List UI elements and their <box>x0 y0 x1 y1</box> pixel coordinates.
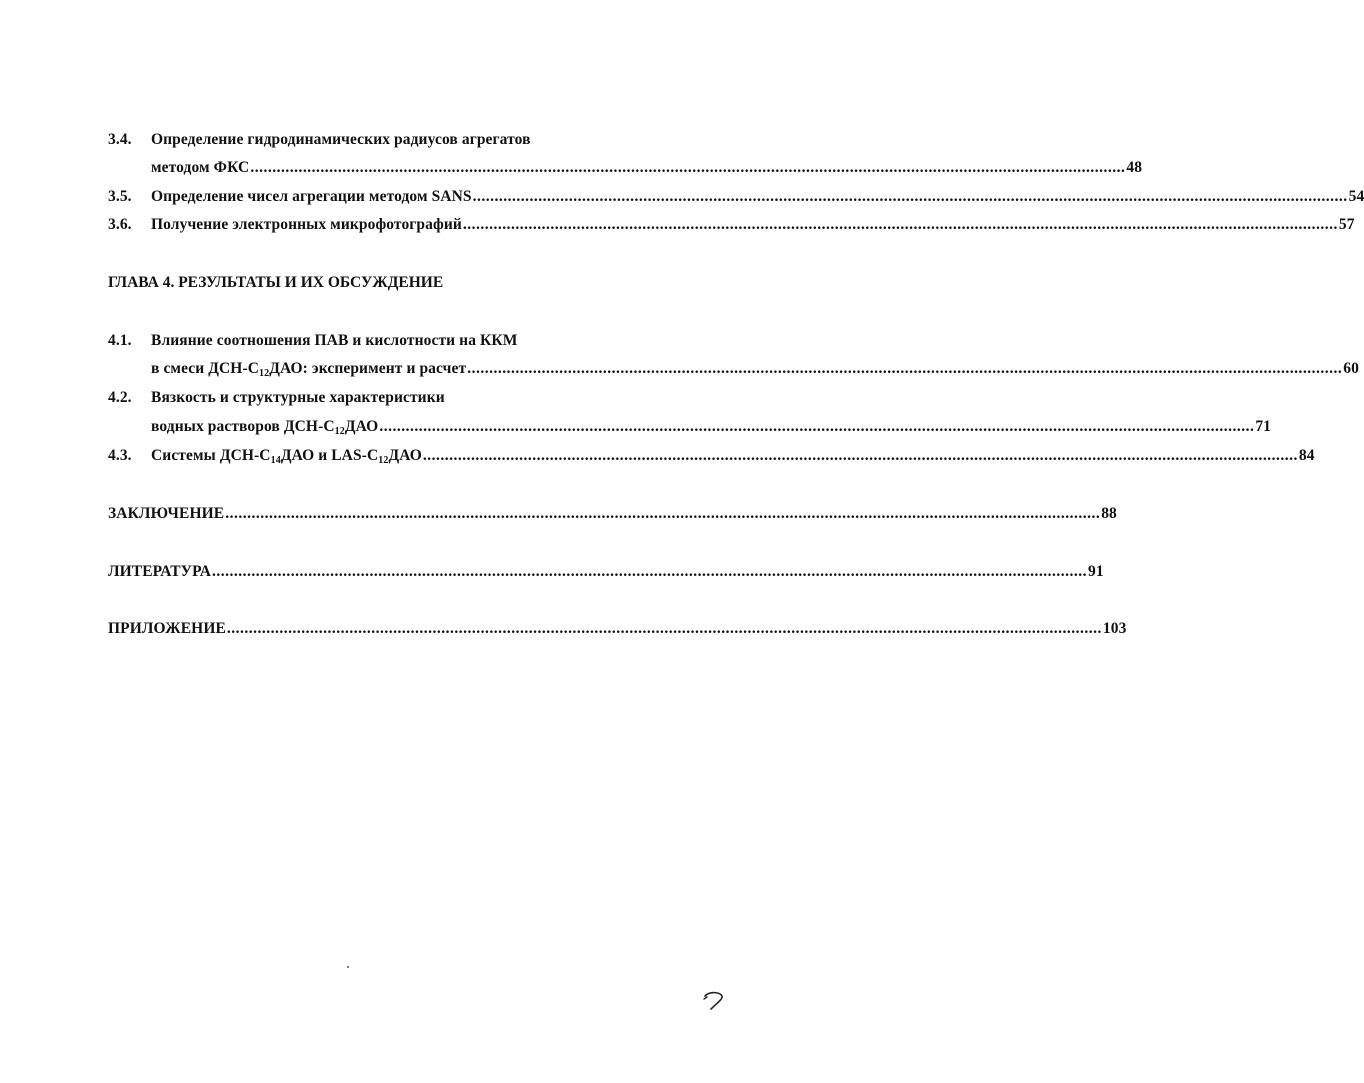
toc-entry-title: ЗАКЛЮЧЕНИЕ <box>108 505 225 522</box>
toc-leader-dots: ........................................................................................................................................................................................................ <box>225 505 1101 522</box>
title-part: ДАО <box>388 447 422 464</box>
title-part: водных растворов ДСН-С <box>151 418 335 435</box>
handwritten-page-mark-icon <box>702 990 726 1012</box>
toc-page-number: 91 <box>1088 563 1104 580</box>
toc-leader-dots: ........................................................................................................................................................................................................ <box>472 188 1348 205</box>
toc-entry-title: Определение чисел агрегации методом SANS <box>151 188 472 205</box>
toc-page-number: 88 <box>1101 505 1117 522</box>
title-part: ДАО <box>344 418 379 435</box>
toc-entry-4-2-line1 <box>108 387 690 409</box>
toc-leader-dots: ........................................................................................................................................................................................................ <box>467 360 1343 377</box>
toc-entry-number: 4.3. <box>108 447 132 464</box>
toc-entry-title: Определение гидродинамических радиусов агрегатов <box>151 131 531 148</box>
toc-entry-conclusion <box>108 503 1117 525</box>
toc-entry-title <box>151 416 378 438</box>
toc-leader-dots: ........................................................................................................................................................................................................ <box>226 620 1102 637</box>
toc-entry-number: 4.1. <box>108 332 132 349</box>
toc-entry-number: 3.4. <box>108 131 132 148</box>
toc-entry-3-6 <box>108 214 1355 236</box>
toc-leader-dots: ........................................................................................................................................................................................................ <box>212 563 1087 580</box>
title-part: ДАО: эксперимент и расчет <box>269 360 467 377</box>
toc-page-number: 54 <box>1348 188 1364 205</box>
toc-entry-3-4-line2 <box>108 157 1143 179</box>
toc-entry-title <box>151 445 422 467</box>
toc-entry-title: Получение электронных микрофотографий <box>151 216 462 233</box>
title-part: Системы ДСН-С <box>151 447 271 464</box>
toc-entry-title: ЛИТЕРАТУРА <box>108 563 211 580</box>
toc-entry-4-1-line2 <box>108 358 1359 380</box>
toc-entry-literature <box>108 561 1104 583</box>
toc-entry-number: 4.2. <box>108 389 132 406</box>
title-part: в смеси ДСН-С <box>151 360 260 377</box>
toc-entry-number: 3.5. <box>108 188 132 205</box>
toc-page-number: 60 <box>1343 360 1359 377</box>
toc-leader-dots: ........................................................................................................................................................................................................ <box>462 216 1338 233</box>
subscript: 12 <box>334 426 345 437</box>
subscript: 12 <box>378 455 389 466</box>
toc-entry-4-1-line1 <box>108 330 690 352</box>
toc-entry-appendix <box>108 618 1127 640</box>
toc-entry-3-5 <box>108 186 1364 208</box>
toc-leader-dots: ........................................................................................................................................................................................................ <box>379 418 1255 435</box>
toc-entry-number: 3.6. <box>108 216 132 233</box>
toc-page-number: 103 <box>1102 620 1127 637</box>
subscript: 14 <box>270 455 281 466</box>
toc-entry-4-2-line2 <box>108 416 1272 438</box>
toc-page-number: 84 <box>1298 447 1315 464</box>
chapter-heading: ГЛАВА 4. РЕЗУЛЬТАТЫ И ИХ ОБСУЖДЕНИЕ <box>108 274 444 291</box>
toc-entry-title: Влияние соотношения ПАВ и кислотности на ККМ <box>151 332 518 349</box>
toc-entry-title: ПРИЛОЖЕНИЕ <box>108 620 226 637</box>
scan-speck <box>347 966 349 968</box>
toc-page-number: 71 <box>1255 418 1272 435</box>
title-part: ДАО и LAS-C <box>280 447 379 464</box>
toc-entry-title: Вязкость и структурные характеристики <box>151 389 445 406</box>
toc-entry-title <box>151 358 466 380</box>
toc-leader-dots: ........................................................................................................................................................................................................ <box>422 447 1298 464</box>
toc-entry-4-3 <box>108 445 1315 467</box>
toc-leader-dots: ........................................................................................................................................................................................................ <box>250 159 1126 176</box>
toc-entry-3-4-line1 <box>108 129 690 151</box>
toc-page-number: 48 <box>1126 159 1143 176</box>
toc-page-number: 57 <box>1338 216 1355 233</box>
subscript: 12 <box>259 368 270 379</box>
toc-entry-title: методом ФКС <box>151 159 250 176</box>
